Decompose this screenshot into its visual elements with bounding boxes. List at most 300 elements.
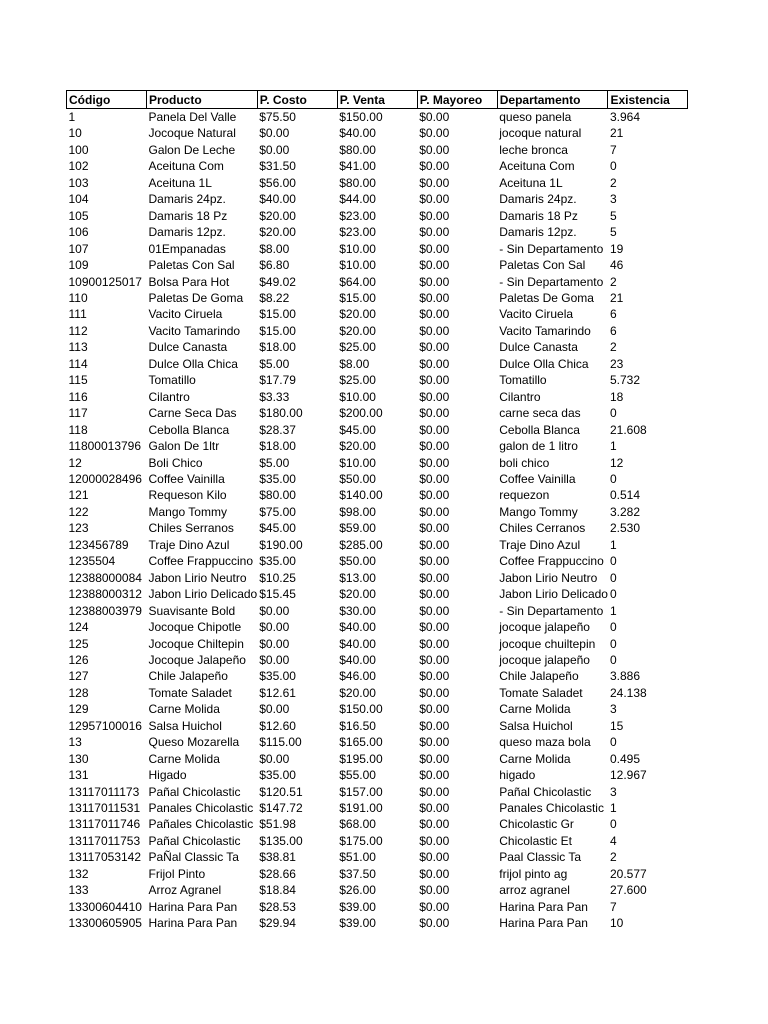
table-row xyxy=(67,652,688,668)
cost-price-cell: $75.50 xyxy=(259,110,296,124)
stock-cell: 3.282 xyxy=(609,504,640,519)
wholesale-price-cell: $0.00 xyxy=(419,636,450,651)
product-cell: Carne Seca Das xyxy=(148,406,237,421)
stock-cell: 5 xyxy=(609,208,617,223)
sale-price-cell: $80.00 xyxy=(339,175,376,190)
table-row xyxy=(67,158,688,174)
department-cell: Paal Classic Ta xyxy=(499,850,582,865)
table-row xyxy=(67,537,688,553)
stock-cell: 0 xyxy=(609,817,617,832)
code-cell: 114 xyxy=(68,356,88,371)
cost-price-cell: $18.84 xyxy=(259,883,296,898)
department-cell: Cebolla Blanca xyxy=(499,422,580,437)
wholesale-price-cell: $0.00 xyxy=(419,290,450,305)
table-row xyxy=(67,274,688,290)
department-cell: Vacito Ciruela xyxy=(499,307,574,322)
table-header xyxy=(67,91,688,109)
sale-price-cell: $23.00 xyxy=(339,225,376,240)
cost-price-cell: $8.22 xyxy=(259,290,290,305)
sale-price-cell: $59.00 xyxy=(339,521,376,536)
cost-price-cell: $147.72 xyxy=(259,801,303,816)
product-cell: Jabon Lirio Delicado xyxy=(148,587,258,602)
stock-cell: 1 xyxy=(609,439,617,454)
department-cell: Harina Para Pan xyxy=(499,916,588,931)
sale-price-cell: $20.00 xyxy=(339,439,376,454)
cost-price-cell: $0.00 xyxy=(259,603,290,618)
table-row xyxy=(67,586,688,602)
table-row xyxy=(67,125,688,141)
cost-price-cell: $15.00 xyxy=(259,307,296,322)
department-cell: Cilantro xyxy=(499,389,541,404)
code-cell: 123456789 xyxy=(68,537,129,552)
stock-cell: 7 xyxy=(609,899,617,914)
product-cell: Panela Del Valle xyxy=(148,110,237,124)
wholesale-price-cell: $0.00 xyxy=(419,685,450,700)
header-row xyxy=(67,91,688,109)
code-cell: 13300604410 xyxy=(68,899,142,914)
code-cell: 118 xyxy=(68,422,88,437)
stock-cell: 2.530 xyxy=(609,521,640,536)
table-row xyxy=(67,800,688,816)
product-cell: Vacito Tamarindo xyxy=(148,323,241,338)
table-row xyxy=(67,290,688,306)
product-cell: Damaris 18 Pz xyxy=(148,208,228,223)
department-cell: Vacito Tamarindo xyxy=(499,323,591,338)
table-row xyxy=(67,734,688,750)
product-cell: Higado xyxy=(148,768,187,783)
stock-cell: 2 xyxy=(609,274,617,289)
cost-price-cell: $20.00 xyxy=(259,225,296,240)
table-row xyxy=(67,619,688,635)
wholesale-price-cell: $0.00 xyxy=(419,850,450,865)
sale-price-cell: $50.00 xyxy=(339,554,376,569)
stock-cell: 3 xyxy=(609,702,617,717)
table-row xyxy=(67,520,688,536)
department-cell: Coffee Vainilla xyxy=(499,471,576,486)
sale-price-cell: $44.00 xyxy=(339,192,376,207)
cost-price-cell: $45.00 xyxy=(259,521,296,536)
code-cell: 128 xyxy=(68,685,89,700)
product-cell: Paletas De Goma xyxy=(148,290,244,305)
stock-cell: 4 xyxy=(609,833,617,848)
cost-price-cell: $17.79 xyxy=(259,373,296,388)
table-row xyxy=(67,866,688,882)
product-cell: Chiles Serranos xyxy=(148,521,234,536)
code-cell: 13300605905 xyxy=(68,916,142,931)
wholesale-price-cell: $0.00 xyxy=(419,422,450,437)
sale-price-cell: $64.00 xyxy=(339,274,376,289)
product-cell: Vacito Ciruela xyxy=(148,307,223,322)
product-cell: Cebolla Blanca xyxy=(148,422,230,437)
cost-price-cell: $12.61 xyxy=(259,685,296,700)
product-cell: Aceituna 1L xyxy=(148,175,212,190)
product-header: Producto xyxy=(147,91,258,109)
sale-price-cell: $46.00 xyxy=(339,669,376,684)
product-cell: Requeson Kilo xyxy=(148,488,227,503)
sale-price-cell: $20.00 xyxy=(339,587,376,602)
sale-price-cell: $175.00 xyxy=(339,833,383,848)
code-cell: 12957100016 xyxy=(68,718,142,733)
product-cell: Paletas Con Sal xyxy=(148,258,235,273)
product-cell: Dulce Canasta xyxy=(148,340,228,355)
sale-price-cell: $40.00 xyxy=(339,126,376,141)
stock-cell: 0 xyxy=(609,554,617,569)
sale-price-cell: $25.00 xyxy=(339,340,376,355)
cost-price-cell: $35.00 xyxy=(259,669,296,684)
department-cell: queso maza bola xyxy=(499,735,591,750)
wholesale-price-cell: $0.00 xyxy=(419,570,450,585)
department-cell: Mango Tommy xyxy=(499,504,578,519)
department-cell: Paletas Con Sal xyxy=(499,258,586,273)
department-cell: Damaris 18 Pz xyxy=(499,208,578,223)
code-cell: 13117011753 xyxy=(68,833,141,848)
stock-cell: 0 xyxy=(609,570,617,585)
cost-price-cell: $40.00 xyxy=(259,192,296,207)
cost-price-cell: $0.00 xyxy=(259,702,290,717)
department-cell: Paletas De Goma xyxy=(499,290,594,305)
department-cell: Chicolastic Gr xyxy=(499,817,574,832)
cost-price-cell: $3.33 xyxy=(259,389,290,404)
cost-price-cell: $120.51 xyxy=(259,784,303,799)
table-row xyxy=(67,685,688,701)
sale-price-cell: $40.00 xyxy=(339,652,376,667)
table-row xyxy=(67,603,688,619)
code-cell: 100 xyxy=(68,142,89,157)
table-row xyxy=(67,356,688,372)
code-cell: 123 xyxy=(68,521,89,536)
cost-price-cell: $6.80 xyxy=(259,258,290,273)
department-cell: Dulce Olla Chica xyxy=(499,356,589,371)
cost-price-cell: $0.00 xyxy=(259,126,290,141)
wholesale-price-cell: $0.00 xyxy=(419,110,450,124)
stock-cell: 19 xyxy=(609,241,624,256)
wholesale-price-cell: $0.00 xyxy=(419,899,450,914)
wholesale-price-cell: $0.00 xyxy=(419,537,450,552)
product-cell: Cilantro xyxy=(148,389,190,404)
department-cell: galon de 1 litro xyxy=(499,439,578,454)
table-row xyxy=(67,471,688,487)
code-cell: 10900125017 xyxy=(68,274,142,289)
department-cell: Damaris 12pz. xyxy=(499,225,577,240)
stock-cell: 0 xyxy=(609,735,617,750)
wholesale-price-cell: $0.00 xyxy=(419,455,450,470)
code-cell: 122 xyxy=(68,504,89,519)
stock-cell: 27.600 xyxy=(609,883,647,898)
sale-price-cell: $8.00 xyxy=(339,356,370,371)
code-cell: 13117053142 xyxy=(68,850,142,865)
wholesale-price-cell: $0.00 xyxy=(419,241,450,256)
wholesale-price-cell: $0.00 xyxy=(419,356,450,371)
wholesale-price-cell: $0.00 xyxy=(419,669,450,684)
wholesale-price-header: P. Mayoreo xyxy=(417,91,497,109)
table-row xyxy=(67,636,688,652)
cost-price-cell: $0.00 xyxy=(259,751,290,766)
department-cell: Chiles Cerranos xyxy=(499,521,586,536)
code-cell: 112 xyxy=(68,323,88,338)
cost-price-cell: $18.00 xyxy=(259,340,296,355)
table-row xyxy=(67,339,688,355)
wholesale-price-cell: $0.00 xyxy=(419,554,450,569)
cost-price-cell: $0.00 xyxy=(259,652,290,667)
cost-price-cell: $0.00 xyxy=(259,620,290,635)
table-row xyxy=(67,816,688,832)
cost-price-cell: $35.00 xyxy=(259,471,296,486)
stock-cell: 0 xyxy=(609,471,617,486)
stock-cell: 21 xyxy=(609,290,624,305)
product-cell: Coffee Vainilla xyxy=(148,471,225,486)
wholesale-price-cell: $0.00 xyxy=(419,801,450,816)
code-cell: 1 xyxy=(68,110,76,124)
wholesale-price-cell: $0.00 xyxy=(419,126,450,141)
stock-cell: 0.495 xyxy=(609,751,640,766)
wholesale-price-cell: $0.00 xyxy=(419,768,450,783)
sale-price-cell: $10.00 xyxy=(339,258,376,273)
product-table xyxy=(66,90,688,932)
product-cell: 01Empanadas xyxy=(148,241,226,256)
code-cell: 127 xyxy=(68,669,89,684)
stock-cell: 12.967 xyxy=(609,768,647,783)
sale-price-cell: $20.00 xyxy=(339,323,376,338)
sale-price-cell: $39.00 xyxy=(339,916,376,931)
code-cell: 12388000312 xyxy=(68,587,142,602)
wholesale-price-cell: $0.00 xyxy=(419,817,450,832)
code-cell: 13 xyxy=(68,735,82,750)
table-row xyxy=(67,849,688,865)
code-cell: 126 xyxy=(68,652,89,667)
product-cell: Jocoque Jalapeño xyxy=(148,652,246,667)
table-row xyxy=(67,487,688,503)
sale-price-cell: $285.00 xyxy=(339,537,383,552)
product-cell: Jocoque Natural xyxy=(148,126,236,141)
table-row xyxy=(67,191,688,207)
department-cell: leche bronca xyxy=(499,142,568,157)
sale-price-cell: $191.00 xyxy=(339,801,383,816)
table-row xyxy=(67,767,688,783)
wholesale-price-cell: $0.00 xyxy=(419,406,450,421)
wholesale-price-cell: $0.00 xyxy=(419,587,450,602)
stock-cell: 0 xyxy=(609,587,617,602)
wholesale-price-cell: $0.00 xyxy=(419,718,450,733)
table-row xyxy=(67,915,688,931)
table-row xyxy=(67,899,688,915)
stock-cell: 20.577 xyxy=(609,866,647,881)
wholesale-price-cell: $0.00 xyxy=(419,208,450,223)
table-row xyxy=(67,323,688,339)
sale-price-cell: $30.00 xyxy=(339,603,376,618)
stock-cell: 12 xyxy=(609,455,624,470)
stock-cell: 0 xyxy=(609,620,617,635)
code-cell: 130 xyxy=(68,751,89,766)
code-cell: 10 xyxy=(68,126,82,141)
stock-cell: 5.732 xyxy=(609,373,640,388)
department-cell: Harina Para Pan xyxy=(499,899,588,914)
sale-price-cell: $41.00 xyxy=(339,159,376,174)
table-row xyxy=(67,455,688,471)
cost-price-cell: $28.37 xyxy=(259,422,296,437)
code-cell: 12388003979 xyxy=(68,603,142,618)
code-cell: 116 xyxy=(68,389,88,404)
sale-price-cell: $15.00 xyxy=(339,290,376,305)
wholesale-price-cell: $0.00 xyxy=(419,159,450,174)
department-cell: Tomatillo xyxy=(499,373,547,388)
department-cell: Chicolastic Et xyxy=(499,833,572,848)
product-cell: Jocoque Chiltepin xyxy=(148,636,244,651)
stock-cell: 2 xyxy=(609,340,617,355)
department-cell: Traje Dino Azul xyxy=(499,537,581,552)
code-cell: 124 xyxy=(68,620,89,635)
code-cell: 110 xyxy=(68,290,88,305)
product-cell: Chile Jalapeño xyxy=(148,669,228,684)
stock-cell: 23 xyxy=(609,356,624,371)
cost-price-cell: $18.00 xyxy=(259,439,296,454)
cost-price-cell: $31.50 xyxy=(259,159,296,174)
sale-price-cell: $150.00 xyxy=(339,702,383,717)
cost-price-cell: $80.00 xyxy=(259,488,296,503)
cost-price-cell: $12.60 xyxy=(259,718,296,733)
table-row xyxy=(67,570,688,586)
department-cell: - Sin Departamento xyxy=(499,274,604,289)
sale-price-cell: $39.00 xyxy=(339,899,376,914)
cost-price-cell: $115.00 xyxy=(259,735,302,750)
department-cell: Damaris 24pz. xyxy=(499,192,577,207)
code-cell: 104 xyxy=(68,192,89,207)
product-cell: Harina Para Pan xyxy=(148,916,238,931)
table-row xyxy=(67,241,688,257)
department-cell: boli chico xyxy=(499,455,550,470)
cost-price-header: P. Costo xyxy=(257,91,337,109)
cost-price-cell: $190.00 xyxy=(259,537,303,552)
stock-cell: 6 xyxy=(609,307,617,322)
wholesale-price-cell: $0.00 xyxy=(419,340,450,355)
product-cell: Suavisante Bold xyxy=(148,603,236,618)
stock-cell: 3 xyxy=(609,784,617,799)
department-cell: Aceituna 1L xyxy=(499,175,563,190)
sale-price-cell: $20.00 xyxy=(339,685,376,700)
department-cell: Aceituna Com xyxy=(499,159,575,174)
sale-price-cell: $150.00 xyxy=(339,110,383,124)
cost-price-cell: $135.00 xyxy=(259,833,303,848)
sale-price-cell: $10.00 xyxy=(339,241,376,256)
product-cell: Bolsa Para Hot xyxy=(148,274,230,289)
product-cell: Traje Dino Azul xyxy=(148,537,230,552)
stock-cell: 3.886 xyxy=(609,669,640,684)
product-cell: Frijol Pinto xyxy=(148,866,206,881)
table-row xyxy=(67,701,688,717)
product-cell: Dulce Olla Chica xyxy=(148,356,238,371)
cost-price-cell: $180.00 xyxy=(259,406,303,421)
stock-cell: 15 xyxy=(609,718,624,733)
cost-price-cell: $5.00 xyxy=(259,356,290,371)
stock-header: Existencia xyxy=(608,91,688,109)
wholesale-price-cell: $0.00 xyxy=(419,142,450,157)
table-row xyxy=(67,372,688,388)
product-cell: Tomate Saladet xyxy=(148,685,232,700)
wholesale-price-cell: $0.00 xyxy=(419,307,450,322)
product-cell: Mango Tommy xyxy=(148,504,227,519)
product-cell: Carne Molida xyxy=(148,751,220,766)
cost-price-cell: $51.98 xyxy=(259,817,296,832)
sale-price-cell: $10.00 xyxy=(339,455,376,470)
stock-cell: 0 xyxy=(609,636,617,651)
product-cell: PaÑal Classic Ta xyxy=(148,850,239,865)
product-cell: Salsa Huichol xyxy=(148,718,222,733)
wholesale-price-cell: $0.00 xyxy=(419,784,450,799)
cost-price-cell: $0.00 xyxy=(259,142,290,157)
wholesale-price-cell: $0.00 xyxy=(419,916,450,931)
department-cell: - Sin Departamento xyxy=(499,241,604,256)
sale-price-cell: $23.00 xyxy=(339,208,376,223)
sale-price-cell: $16.50 xyxy=(339,718,376,733)
sale-price-header: P. Venta xyxy=(337,91,417,109)
sale-price-cell: $165.00 xyxy=(339,735,383,750)
cost-price-cell: $0.00 xyxy=(259,636,290,651)
product-cell: Coffee Frappuccino xyxy=(148,554,254,569)
wholesale-price-cell: $0.00 xyxy=(419,323,450,338)
department-cell: queso panela xyxy=(499,110,572,124)
wholesale-price-cell: $0.00 xyxy=(419,488,450,503)
department-cell: Carne Molida xyxy=(499,702,571,717)
wholesale-price-cell: $0.00 xyxy=(419,866,450,881)
code-cell: 13117011173 xyxy=(68,784,140,799)
code-cell: 109 xyxy=(68,258,89,273)
department-cell: - Sin Departamento xyxy=(499,603,604,618)
sale-price-cell: $26.00 xyxy=(339,883,376,898)
sale-price-cell: $13.00 xyxy=(339,570,376,585)
stock-cell: 21.608 xyxy=(609,422,647,437)
table-row xyxy=(67,668,688,684)
wholesale-price-cell: $0.00 xyxy=(419,439,450,454)
product-cell: Boli Chico xyxy=(148,455,203,470)
cost-price-cell: $49.02 xyxy=(259,274,296,289)
code-cell: 115 xyxy=(68,373,88,388)
department-cell: Carne Molida xyxy=(499,751,571,766)
department-cell: jocoque chuiltepin xyxy=(499,636,596,651)
department-cell: Coffee Frappuccino xyxy=(499,554,604,569)
table-row xyxy=(67,405,688,421)
table-row xyxy=(67,718,688,734)
code-cell: 13117011746 xyxy=(68,817,141,832)
department-cell: frijol pinto ag xyxy=(499,866,568,881)
code-cell: 11800013796 xyxy=(68,439,142,454)
department-cell: jocoque jalapeño xyxy=(499,652,590,667)
sale-price-cell: $157.00 xyxy=(339,784,383,799)
stock-cell: 21 xyxy=(609,126,624,141)
table-row xyxy=(67,784,688,800)
department-cell: Dulce Canasta xyxy=(499,340,578,355)
stock-cell: 0.514 xyxy=(609,488,640,503)
code-cell: 106 xyxy=(68,225,89,240)
department-cell: Pañal Chicolastic xyxy=(499,784,592,799)
code-cell: 111 xyxy=(68,307,87,322)
wholesale-price-cell: $0.00 xyxy=(419,833,450,848)
sale-price-cell: $20.00 xyxy=(339,307,376,322)
product-cell: Harina Para Pan xyxy=(148,899,238,914)
table-row xyxy=(67,438,688,454)
sale-price-cell: $80.00 xyxy=(339,142,376,157)
product-cell: Pañales Chicolastic xyxy=(148,817,254,832)
cost-price-cell: $29.94 xyxy=(259,916,296,931)
sale-price-cell: $68.00 xyxy=(339,817,376,832)
sale-price-cell: $10.00 xyxy=(339,389,376,404)
product-cell: Pañal Chicolastic xyxy=(148,833,241,848)
code-cell: 107 xyxy=(68,241,89,256)
stock-cell: 1 xyxy=(609,801,617,816)
cost-price-cell: $56.00 xyxy=(259,175,296,190)
code-cell: 1235504 xyxy=(68,554,116,569)
stock-cell: 0 xyxy=(609,652,617,667)
code-cell: 121 xyxy=(68,488,89,503)
department-cell: Jabon Lirio Neutro xyxy=(499,570,598,585)
